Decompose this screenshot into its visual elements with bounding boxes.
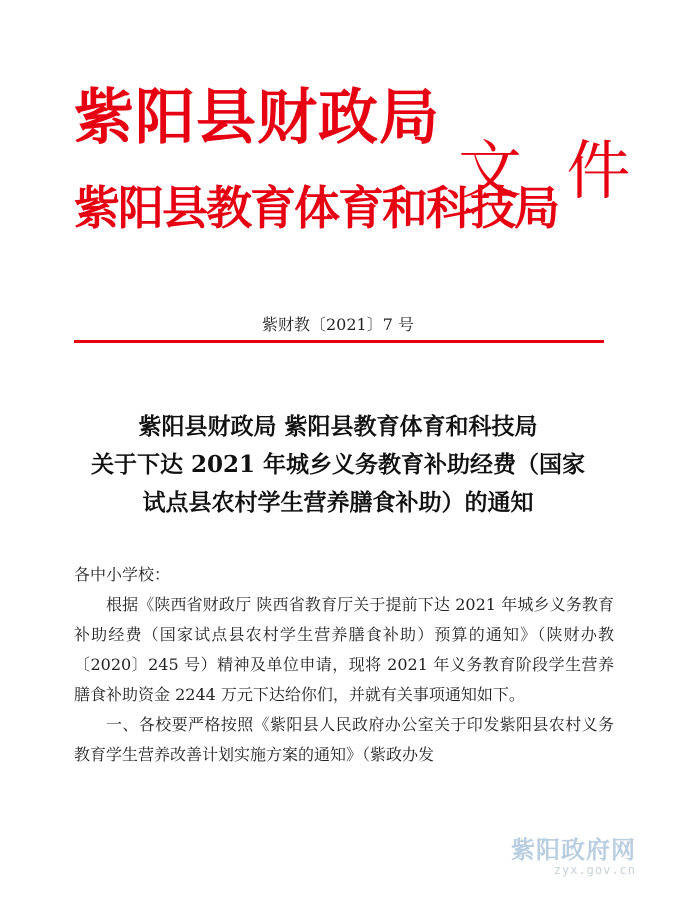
document-body xyxy=(74,560,614,770)
site-watermark xyxy=(511,830,636,877)
salutation: 各中小学校： xyxy=(74,565,171,584)
issuing-org-education-bureau: 紫阳县教育体育和科技局 xyxy=(74,181,558,235)
watermark-site-url: zyx.gov.cn xyxy=(553,863,636,877)
watermark-site-name: 紫阳政府网 xyxy=(511,836,636,864)
body-paragraph-2: 一、各校要严格按照《紫阳县人民政府办公室关于印发紫阳县农村义务教育学生营养改善计划实施方案的通知》（紫政办发 xyxy=(74,715,614,764)
document-number: 紫财教〔2021〕7 号 xyxy=(262,315,414,334)
issuing-org-finance-bureau: 紫阳县财政局 xyxy=(74,83,440,153)
title-line-2: 关于下达 2021 年城乡义务教育补助经费（国家 xyxy=(90,451,586,478)
title-line-3: 试点县农村学生营养膳食补助）的通知 xyxy=(142,489,534,516)
title-line-1: 紫阳县财政局 紫阳县教育体育和科技局 xyxy=(138,413,538,440)
red-divider-line xyxy=(74,340,604,343)
body-paragraph-1: 根据《陕西省财政厅 陕西省教育厅关于提前下达 2021 年城乡义务教育补助经费（国家试点县农村学生营养膳食补助）预算的通知》（陕财办教〔2020〕245 号）精神及单位申请，现将 2021 年义务教育阶段学生营养膳食补助资金 2244 万元下达给你们，并就有关事项通知如下。 xyxy=(74,595,614,704)
document-title xyxy=(40,408,636,522)
document-type-label: 文 件 xyxy=(458,135,643,209)
